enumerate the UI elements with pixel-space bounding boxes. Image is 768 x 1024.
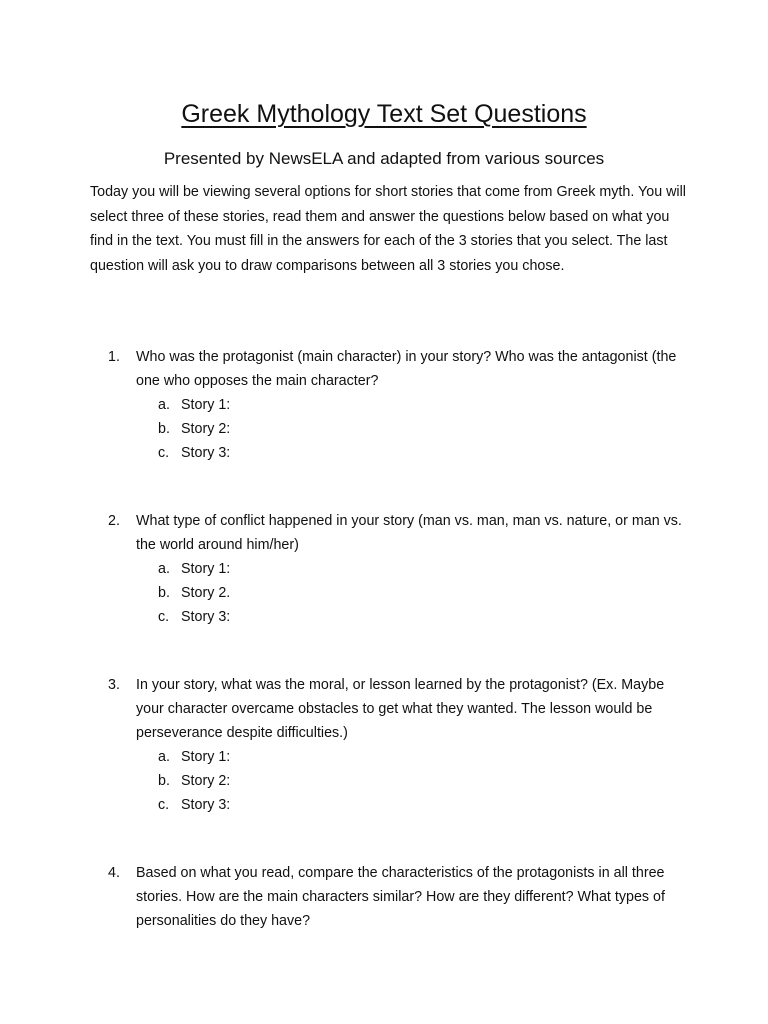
answer-list	[108, 557, 688, 629]
answer-item	[158, 605, 688, 629]
page-subtitle: Presented by NewsELA and adapted from various sources	[163, 149, 605, 168]
answer-letter: b.	[158, 773, 170, 789]
answer-item	[158, 581, 688, 605]
question-text: Based on what you read, compare the characteristics of the protagonists in all three stories. How are the main characters similar? How are they different? What types of personalities do they have?	[136, 865, 665, 929]
page-title: Greek Mythology Text Set Questions	[181, 100, 587, 128]
question-1	[108, 345, 688, 465]
answer-item	[158, 769, 688, 793]
question-text: Who was the protagonist (main character) in your story? Who was the antagonist (the one who opposes the main character?	[136, 349, 677, 389]
answer-letter: a.	[158, 561, 170, 577]
answer-letter: a.	[158, 397, 170, 413]
answer-item	[158, 793, 688, 817]
answer-letter: b.	[158, 585, 170, 601]
answer-label: Story 1:	[181, 749, 231, 765]
answer-letter: b.	[158, 421, 170, 437]
answer-label: Story 1:	[181, 561, 231, 577]
answer-label: Story 2:	[181, 773, 231, 789]
question-4	[108, 861, 688, 933]
answer-letter: c.	[158, 445, 170, 461]
question-2	[108, 509, 688, 629]
answer-list	[108, 393, 688, 465]
answer-letter: c.	[158, 609, 170, 625]
answer-label: Story 3:	[181, 797, 231, 813]
answer-label: Story 3:	[181, 609, 231, 625]
question-number: 3.	[108, 677, 120, 693]
answer-item	[158, 557, 688, 581]
answer-item	[158, 417, 688, 441]
answer-item	[158, 745, 688, 769]
answer-label: Story 2.	[181, 585, 231, 601]
question-text: What type of conflict happened in your story (man vs. man, man vs. nature, or man vs. the world around him/her)	[136, 513, 682, 553]
question-number: 1.	[108, 349, 120, 365]
question-number: 2.	[108, 513, 120, 529]
answer-letter: c.	[158, 797, 170, 813]
question-text: In your story, what was the moral, or lesson learned by the protagonist? (Ex. Maybe your character overcame obstacles to get what they wanted. The lesson would be perseverance despite difficulties.)	[136, 677, 665, 741]
answer-item	[158, 441, 688, 465]
answer-label: Story 2:	[181, 421, 231, 437]
answer-label: Story 3:	[181, 445, 231, 461]
intro-paragraph: Today you will be viewing several options for short stories that come from Greek myth. You will select three of these stories, read them and answer the questions below based on what you find in the text. You must fill in the answers for each of the 3 stories that you select. The last question will ask you to draw comparisons between all 3 stories you chose.	[90, 184, 686, 274]
question-number: 4.	[108, 865, 120, 881]
answer-label: Story 1:	[181, 397, 231, 413]
question-3	[108, 673, 688, 817]
answer-item	[158, 393, 688, 417]
answer-letter: a.	[158, 749, 170, 765]
answer-list	[108, 745, 688, 817]
